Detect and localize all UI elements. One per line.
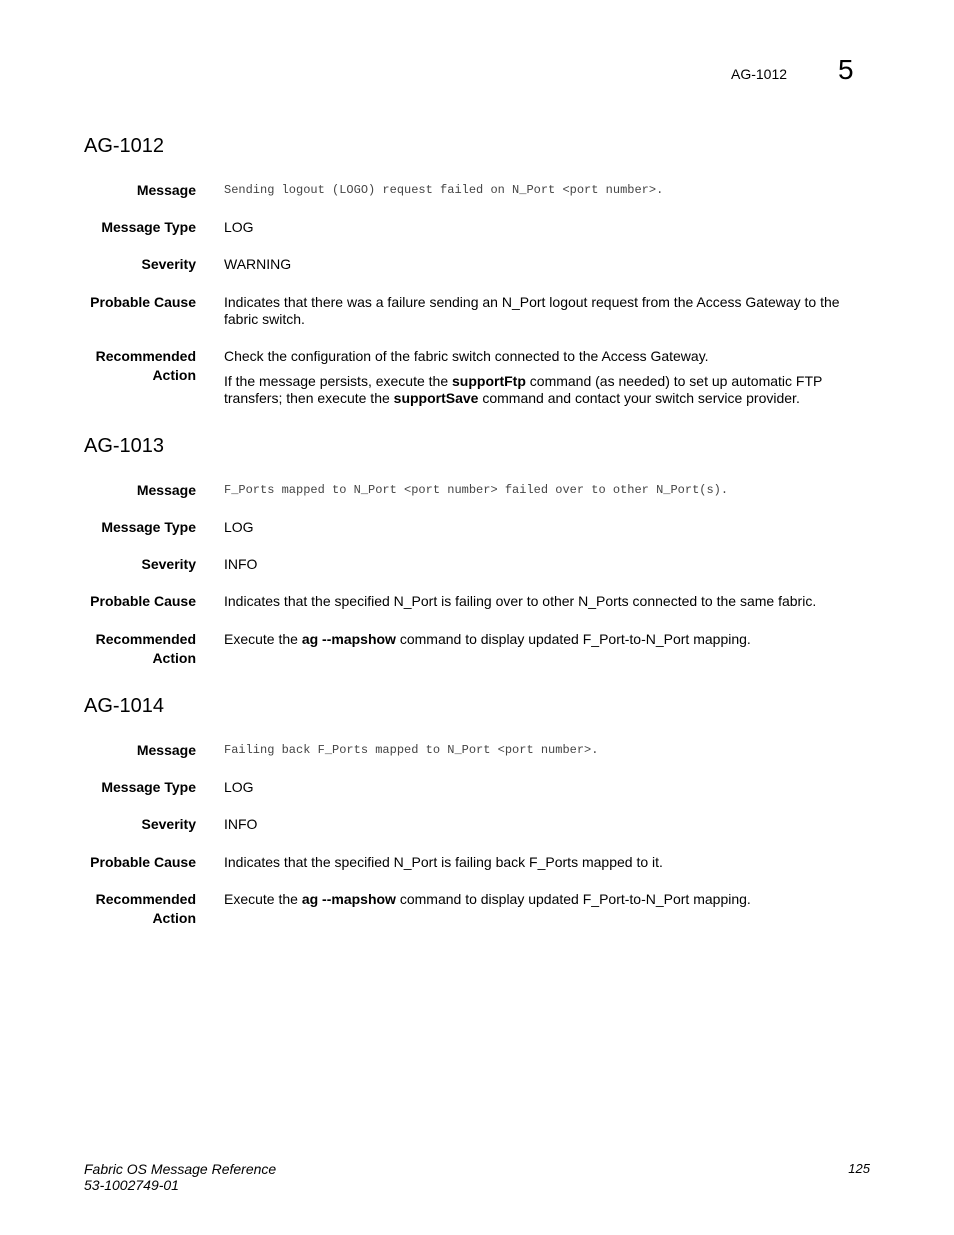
footer-doc-number: 53-1002749-01 [84, 1177, 179, 1193]
recommended-action-value [224, 348, 854, 415]
message-value: Sending logout (LOGO) request failed on N_Port <port number>. [224, 183, 664, 197]
action-paragraph [224, 891, 854, 908]
severity-label: Severity [141, 256, 196, 272]
probable-cause-value: Indicates that the specified N_Port is failing over to other N_Ports connected to the same fabric. [224, 593, 817, 609]
message-type-label: Message Type [101, 519, 196, 535]
message-label: Message [136, 742, 196, 758]
message-value: F_Ports mapped to N_Port <port number> failed over to other N_Port(s). [224, 483, 729, 497]
severity-label: Severity [141, 816, 196, 832]
section-title: AG-1014 [84, 695, 165, 717]
action-text: command to display updated F_Port-to-N_Port mapping. [395, 631, 751, 647]
command-name: supportSave [393, 390, 479, 406]
probable-cause-label: Probable Cause [90, 294, 196, 310]
severity-value: WARNING [224, 256, 292, 272]
action-text: If the message persists, execute the [224, 373, 453, 389]
message-label: Message [136, 182, 196, 198]
action-paragraph-1: Check the configuration of the fabric switch connected to the Access Gateway. [224, 348, 709, 364]
recommended-label-line1: Recommended [95, 891, 196, 907]
message-type-value: LOG [224, 779, 254, 795]
section-title: AG-1013 [84, 435, 165, 457]
recommended-label-line2: Action [152, 650, 196, 666]
message-type-label: Message Type [101, 219, 196, 235]
probable-cause-label: Probable Cause [90, 854, 196, 870]
recommended-action-label [60, 347, 196, 385]
command-name: ag --mapshow [301, 631, 396, 647]
message-type-value: LOG [224, 519, 254, 535]
recommended-label-line1: Recommended [95, 631, 196, 647]
recommended-label-line2: Action [152, 367, 196, 383]
footer [84, 1161, 276, 1193]
footer-title: Fabric OS Message Reference [84, 1161, 277, 1177]
probable-cause-label: Probable Cause [90, 593, 196, 609]
action-text: command to display updated F_Port-to-N_Port mapping. [395, 891, 751, 907]
recommended-label-line1: Recommended [95, 348, 196, 364]
section-title: AG-1012 [84, 135, 165, 157]
recommended-action-label [60, 630, 196, 668]
severity-value: INFO [224, 816, 258, 832]
message-label: Message [136, 482, 196, 498]
action-paragraph-2 [224, 373, 854, 407]
command-name: ag --mapshow [301, 891, 396, 907]
probable-cause-value: Indicates that there was a failure sending an N_Port logout request from the Access Gateway to the fabric switch. [224, 294, 840, 327]
action-paragraph [224, 631, 854, 648]
message-value: Failing back F_Ports mapped to N_Port <port number>. [224, 743, 599, 757]
chapter-number: 5 [838, 54, 854, 85]
action-text: command (as needed) to set up automatic FTP transfers; then execute the [224, 373, 823, 406]
message-type-label: Message Type [101, 779, 196, 795]
action-text: Execute the [224, 891, 302, 907]
action-text: Execute the [224, 631, 302, 647]
recommended-label-line2: Action [152, 910, 196, 926]
command-name: supportFtp [452, 373, 526, 389]
message-type-value: LOG [224, 219, 254, 235]
action-text: command and contact your switch service provider. [478, 390, 800, 406]
page-number: 125 [848, 1161, 870, 1176]
recommended-action-value [224, 891, 854, 916]
recommended-action-value [224, 631, 854, 656]
header-label: AG-1012 [731, 66, 788, 82]
recommended-action-label [60, 890, 196, 928]
probable-cause-value: Indicates that the specified N_Port is failing back F_Ports mapped to it. [224, 854, 663, 870]
severity-value: INFO [224, 556, 258, 572]
severity-label: Severity [141, 556, 196, 572]
